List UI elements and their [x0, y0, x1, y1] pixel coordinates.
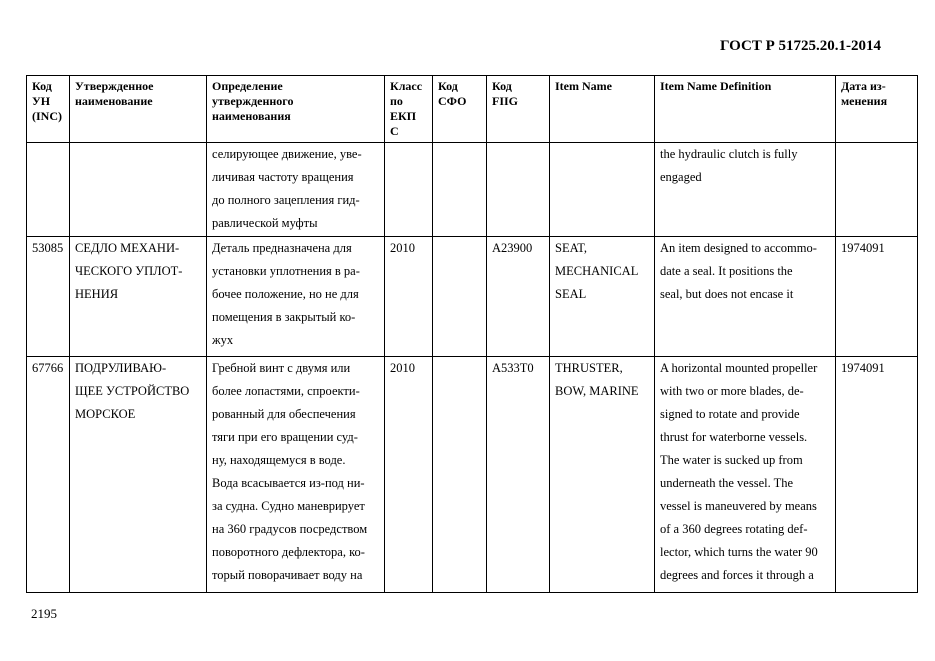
catalog-table	[26, 75, 918, 593]
cell-definition	[207, 237, 385, 357]
text-line: SEAT,	[555, 241, 588, 255]
text-line: торый поворачивает воду на	[212, 568, 363, 582]
text-line: FIIG	[492, 94, 519, 108]
text-line: BOW, MARINE	[555, 384, 639, 398]
text-line: ну, находящемуся в воде.	[212, 453, 346, 467]
col-header-item-definition	[655, 76, 836, 143]
text-line: signed to rotate and provide	[660, 407, 800, 421]
cell-inc: 67766	[27, 357, 70, 593]
cell-item-definition	[655, 357, 836, 593]
cell-sfo	[433, 237, 487, 357]
text-line: бочее положение, но не для	[212, 287, 359, 301]
text-line: of a 360 degrees rotating def-	[660, 522, 808, 536]
text-line: Вода всасывается из-под ни-	[212, 476, 365, 490]
text-line: vessel is maneuvered by means	[660, 499, 817, 513]
text-line: селирующее движение, уве-	[212, 147, 362, 161]
col-header-fiig	[487, 76, 550, 143]
document-code: ГОСТ Р 51725.20.1-2014	[720, 38, 882, 54]
cell-item-name	[550, 357, 655, 593]
text-line: менения	[841, 94, 888, 108]
text-line: наименования	[212, 109, 291, 123]
cell-sfo	[433, 143, 487, 237]
cell-change-date: 1974091	[836, 237, 918, 357]
cell-item-name	[550, 143, 655, 237]
text-line: ЕКП	[390, 109, 417, 123]
cell-fiig: A533T0	[487, 357, 550, 593]
text-line: наименование	[75, 94, 153, 108]
text-line: Код	[438, 79, 458, 93]
cell-approved-name	[70, 237, 207, 357]
text-line: более лопастями, спроекти-	[212, 384, 360, 398]
text-line: на 360 градусов посредством	[212, 522, 368, 536]
text-line: An item designed to accommo-	[660, 241, 817, 255]
text-line: ПОДРУЛИВАЮ-	[75, 361, 167, 375]
text-line: личивая частоту вращения	[212, 170, 354, 184]
text-line: равлической муфты	[212, 216, 318, 230]
cell-item-name	[550, 237, 655, 357]
text-line: СФО	[438, 94, 467, 108]
text-line: помещения в закрытый ко-	[212, 310, 356, 324]
text-line: thrust for waterborne vessels.	[660, 430, 808, 444]
text-line: THRUSTER,	[555, 361, 623, 375]
cell-fiig: A23900	[487, 237, 550, 357]
text-line: Определение	[212, 79, 283, 93]
text-line: The water is sucked up from	[660, 453, 803, 467]
col-header-change-date	[836, 76, 918, 143]
text-line: Код	[32, 79, 52, 93]
cell-definition	[207, 357, 385, 593]
table-row	[27, 357, 918, 593]
cell-class: 2010	[385, 357, 433, 593]
text-line: рованный для обеспечения	[212, 407, 356, 421]
col-header-sfo	[433, 76, 487, 143]
cell-definition	[207, 143, 385, 237]
text-line: A horizontal mounted propeller	[660, 361, 818, 375]
text-line: Дата из-	[841, 79, 886, 93]
cell-fiig	[487, 143, 550, 237]
text-line: seal, but does not encase it	[660, 287, 794, 301]
table-row	[27, 237, 918, 357]
text-line: engaged	[660, 170, 702, 184]
text-line: (INC)	[32, 109, 62, 123]
cell-class: 2010	[385, 237, 433, 357]
text-line: Код	[492, 79, 512, 93]
cell-class	[385, 143, 433, 237]
text-line: до полного зацепления гид-	[212, 193, 360, 207]
text-line: жух	[212, 333, 234, 347]
col-header-class	[385, 76, 433, 143]
col-header-approved-name	[70, 76, 207, 143]
text-line: with two or more blades, de-	[660, 384, 804, 398]
cell-inc	[27, 143, 70, 237]
text-line: SEAL	[555, 287, 587, 301]
text-line: Item Name	[555, 79, 612, 93]
text-line: lector, which turns the water 90	[660, 545, 818, 559]
text-line: тяги при его вращении суд-	[212, 430, 358, 444]
text-line: the hydraulic clutch is fully	[660, 147, 798, 161]
page-number: 2195	[31, 606, 57, 621]
text-line: НЕНИЯ	[75, 287, 119, 301]
text-line: ЩЕЕ УСТРОЙСТВО	[75, 384, 190, 398]
cell-approved-name	[70, 357, 207, 593]
col-header-item-name	[550, 76, 655, 143]
text-line: Утвержденное	[75, 79, 154, 93]
table-header-row	[27, 76, 918, 143]
table-row	[27, 143, 918, 237]
cell-item-definition	[655, 237, 836, 357]
text-line: С	[390, 124, 399, 138]
text-line: Деталь предназначена для	[212, 241, 352, 255]
col-header-inc	[27, 76, 70, 143]
text-line: по	[390, 94, 403, 108]
text-line: поворотного дефлектора, ко-	[212, 545, 365, 559]
cell-change-date	[836, 143, 918, 237]
cell-change-date: 1974091	[836, 357, 918, 593]
text-line: Item Name Definition	[660, 79, 772, 93]
text-line: Гребной винт с двумя или	[212, 361, 351, 375]
text-line: УН	[32, 94, 51, 108]
cell-inc: 53085	[27, 237, 70, 357]
cell-item-definition	[655, 143, 836, 237]
text-line: установки уплотнения в ра-	[212, 264, 360, 278]
text-line: Класс	[390, 79, 423, 93]
text-line: СЕДЛО МЕХАНИ-	[75, 241, 180, 255]
text-line: underneath the vessel. The	[660, 476, 794, 490]
text-line: МОРСКОЕ	[75, 407, 136, 421]
text-line: ЧЕСКОГО УПЛОТ-	[75, 264, 183, 278]
cell-approved-name	[70, 143, 207, 237]
col-header-definition	[207, 76, 385, 143]
text-line: degrees and forces it through a	[660, 568, 814, 582]
text-line: за судна. Судно маневрирует	[212, 499, 365, 513]
text-line: утвержденного	[212, 94, 294, 108]
text-line: date a seal. It positions the	[660, 264, 793, 278]
cell-sfo	[433, 357, 487, 593]
text-line: MECHANICAL	[555, 264, 639, 278]
